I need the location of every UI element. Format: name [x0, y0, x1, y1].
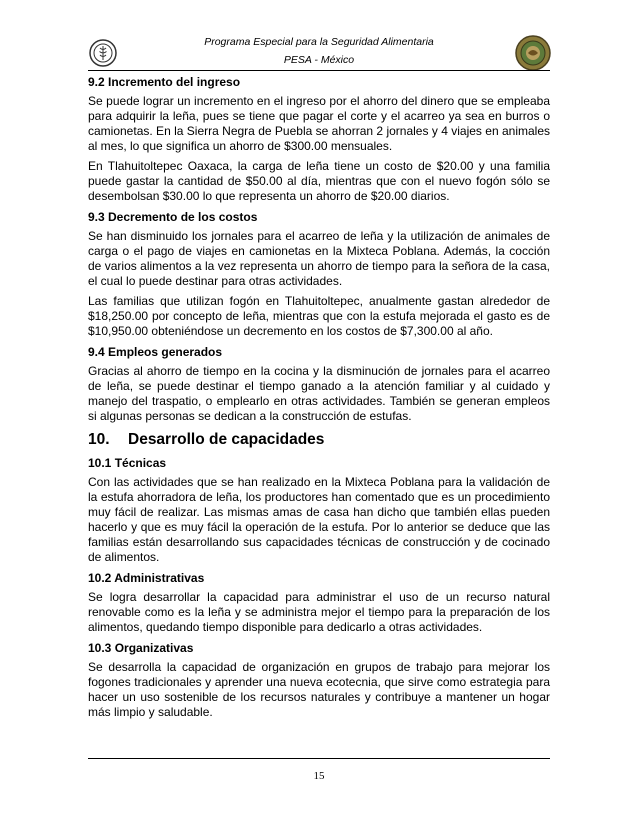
header-divider: [88, 70, 550, 71]
section-heading-9-3: 9.3 Decremento de los costos: [88, 210, 258, 224]
chapter-number: 10.: [88, 431, 110, 448]
paragraph: En Tlahuitoltepec Oaxaca, la carga de leña tiene un costo de $20.00 y una familia puede gastar la cantidad de $50.00 al día, mientras que con el nuevo fogón sólo se desembolsan $30.00 lo que representa un ahorro de $20.00 diarios.: [88, 159, 550, 203]
page-header: [88, 28, 550, 74]
section-heading-9-4: 9.4 Empleos generados: [88, 345, 223, 359]
section-heading-10-2: 10.2 Administrativas: [88, 571, 205, 585]
section-heading-9-2: 9.2 Incremento del ingreso: [88, 75, 241, 89]
sagarpa-seal-icon: [514, 34, 552, 72]
paragraph: Se han disminuido los jornales para el acarreo de leña y la utilización de animales de carga o el pago de viajes en camionetas en la Mixteca Poblana. Además, la cocción de varios alimentos a la vez representa un ahorro de tiempo para la señora de la casa, el cual lo puede destinar para otras actividades.: [88, 229, 550, 288]
chapter-title: Desarrollo de capacidades: [128, 431, 325, 448]
chapter-heading-10: [88, 430, 550, 450]
document-body: [88, 74, 550, 725]
section-heading-10-3: 10.3 Organizativas: [88, 641, 194, 655]
footer-divider: [88, 758, 550, 759]
paragraph: Con las actividades que se han realizado en la Mixteca Poblana para la validación de la estufa ahorradora de leña, los productores han comentado que es un procedimiento muy fácil de realizar. Las mismas amas de casa han dicho que también ellas pueden hacerlo y que es muy fácil la operación de la estufa. Por lo anterior se deduce que las familias están desarrollando sus capacidades técnicas de construcción y de cocinado de alimentos.: [88, 475, 550, 564]
paragraph: Las familias que utilizan fogón en Tlahuitoltepec, anualmente gastan alrededor de $18,250.00 por concepto de leña, mientras que con la estufa mejorada el gasto es de $10,950.00 obteniéndose un decremento en los costos de $7,300.00 al año.: [88, 294, 550, 338]
section-heading-10-1: 10.1 Técnicas: [88, 456, 167, 470]
page-number: 15: [313, 770, 325, 782]
header-title: Programa Especial para la Seguridad Alimentaria: [204, 36, 434, 48]
paragraph: Se puede lograr un incremento en el ingreso por el ahorro del dinero que se empleaba para adquirir la leña, pues se tiene que pagar el corte y el acarreo ya sea en burros o camionetas. En la Sierra Negra de Puebla se ahorran 2 jornales y 4 viajes en animales al mes, lo que significa un ahorro de $300.00 mensuales.: [88, 94, 550, 153]
paragraph: Gracias al ahorro de tiempo en la cocina y la disminución de jornales para el acarreo de leña, se puede destinar el tiempo ganado a la atención familiar y al cuidado y manejo del traspatio, o emplearlo en otras actividades. También se generan empleos si algunas personas se dedican a la construcción de estufas.: [88, 364, 550, 423]
header-subtitle: PESA - México: [283, 54, 355, 66]
paragraph: Se logra desarrollar la capacidad para administrar el uso de un recurso natural renovable como es la leña y se administra mejor el tiempo para la preparación de los alimentos, quedando tiempo disponible para dedicarlo a otras actividades.: [88, 590, 550, 634]
paragraph: Se desarrolla la capacidad de organización en grupos de trabajo para mejorar los fogones tradicionales y aprender una nueva ecotecnia, que sirve como estrategia para hacer un uso sostenible de los recursos naturales y contribuye a mantener un hogar más limpio y saludable.: [88, 660, 550, 719]
